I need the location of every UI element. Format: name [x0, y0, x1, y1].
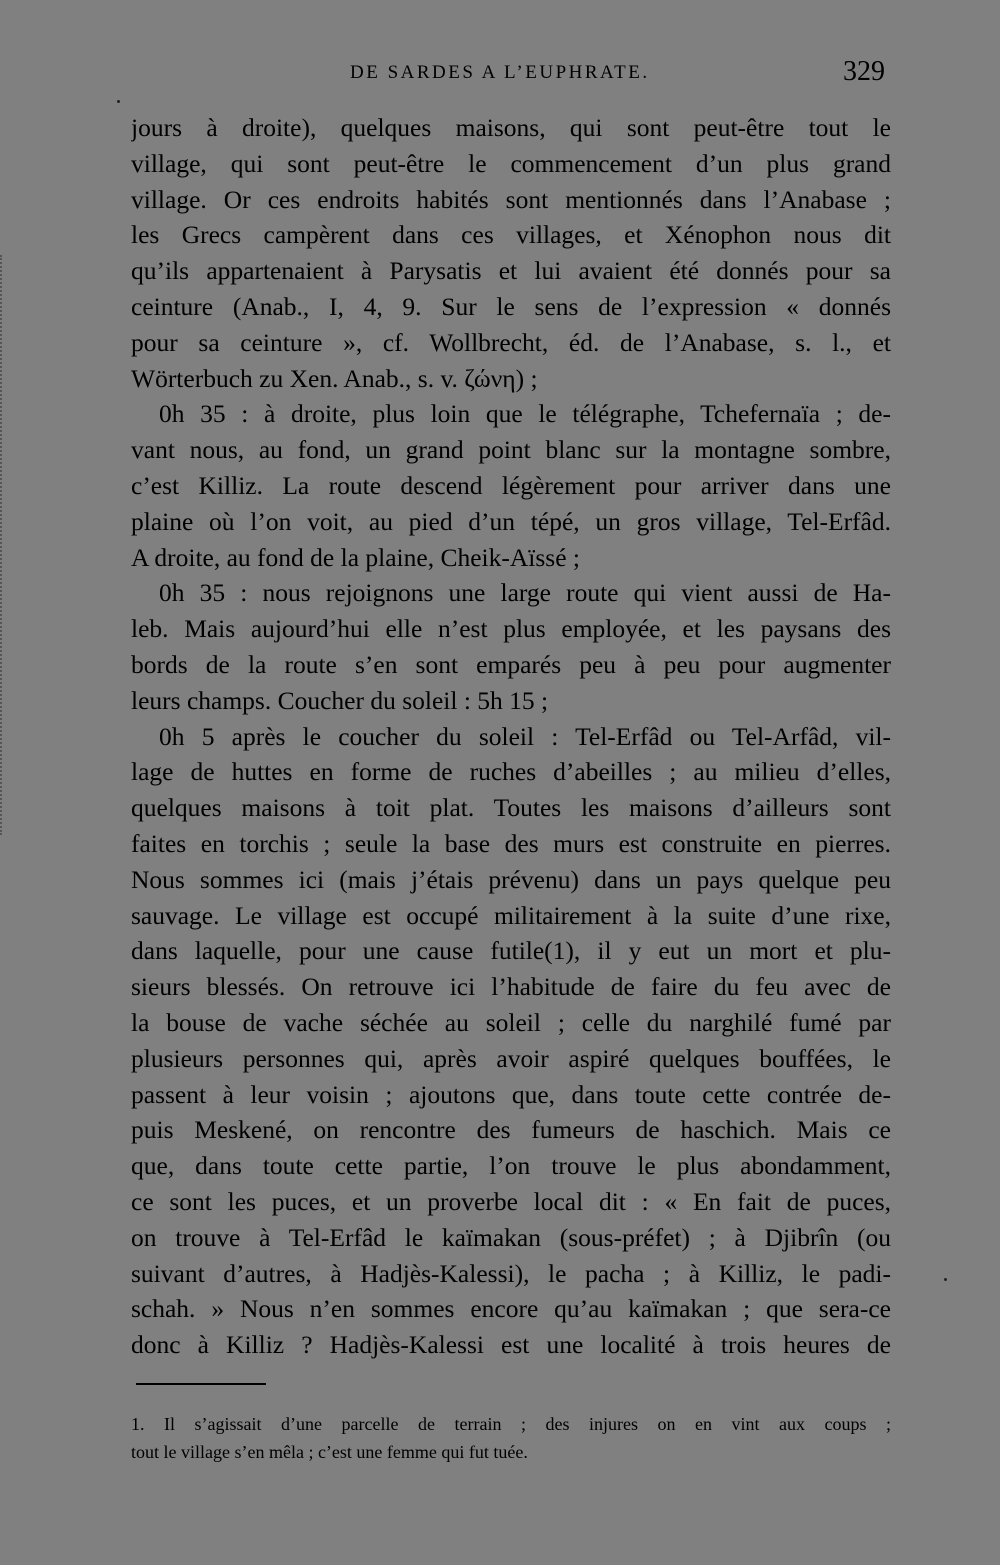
text-line: lage de huttes en forme de ruches d’abeilles ; au milieu d’elles, [131, 757, 891, 787]
text-line: Nous sommes ici (mais j’étais prévenu) dans un pays quelque peu [131, 864, 891, 894]
text-line: village. Or ces endroits habités sont mentionnés dans l’Anabase ; [131, 184, 891, 214]
text-line: c’est Killiz. La route descend légèrement pour arriver dans une [131, 470, 891, 500]
footnotes [131, 1410, 891, 1466]
text-line: quelques maisons à toit plat. Toutes les maisons d’ailleurs sont [131, 793, 891, 823]
text-line: ceinture (Anab., I, 4, 9. Sur le sens de l’expression « donnés [131, 291, 891, 321]
text-line: leb. Mais aujourd’hui elle n’est plus employée, et les paysans des [131, 614, 891, 644]
text-line: 0h 5 après le coucher du soleil : Tel-Erfâd ou Tel-Arfâd, vil- [159, 721, 891, 751]
text-line: qu’ils appartenaient à Parysatis et lui avaient été donnés pour sa [131, 256, 891, 286]
text-line: vant nous, au fond, un grand point blanc sur la montagne sombre, [131, 435, 891, 465]
footnote-line: 1. Il s’agissait d’une parcelle de terrain ; des injures on en vint aux coups ; [131, 1414, 891, 1434]
text-line: 0h 35 : nous rejoignons une large route qui vient aussi de Ha- [159, 578, 891, 608]
text-line: sauvage. Le village est occupé militairement à la suite d’une rixe, [131, 900, 891, 930]
text-line: Wörterbuch zu Xen. Anab., s. v. ζώνη) ; [131, 363, 538, 393]
running-head: DE SARDES A L’EUPHRATE. [350, 62, 650, 83]
text-line: village, qui sont peut-être le commencement d’un plus grand [131, 148, 891, 178]
scan-speck [944, 1278, 947, 1281]
text-line: passent à leur voisin ; ajoutons que, dans toute cette contrée de- [131, 1079, 891, 1109]
text-line: pour sa ceinture », cf. Wollbrecht, éd. de l’Anabase, s. l., et [131, 327, 891, 357]
text-line: dans laquelle, pour une cause futile(1), il y eut un mort et plu- [131, 936, 891, 966]
footnote-line: tout le village s’en mêla ; c’est une femme qui fut tuée. [131, 1442, 528, 1462]
text-line: ce sont les puces, et un proverbe local dit : « En fait de puces, [131, 1186, 891, 1216]
text-line: les Grecs campèrent dans ces villages, et Xénophon nous dit [131, 220, 891, 250]
text-line: A droite, au fond de la plaine, Cheik-Aïssé ; [131, 542, 580, 572]
footnote-rule [136, 1383, 266, 1385]
scan-edge-marks [0, 255, 6, 835]
text-line: schah. » Nous n’en sommes encore qu’au kaïmakan ; que sera-ce [131, 1294, 891, 1324]
text-line: faites en torchis ; seule la base des murs est construite en pierres. [131, 828, 891, 858]
text-line: 0h 35 : à droite, plus loin que le télégraphe, Tchefernaïa ; de- [159, 399, 891, 429]
text-line: suivant d’autres, à Hadjès-Kalessi), le pacha ; à Killiz, le padi- [131, 1258, 891, 1288]
text-line: que, dans toute cette partie, l’on trouve le plus abondamment, [131, 1151, 891, 1181]
body-text [131, 110, 891, 1363]
text-line: leurs champs. Coucher du soleil : 5h 15 ; [131, 685, 549, 715]
text-line: donc à Killiz ? Hadjès-Kalessi est une localité à trois heures de [131, 1330, 891, 1360]
text-line: jours à droite), quelques maisons, qui sont peut-être tout le [131, 113, 891, 142]
scan-speck [117, 100, 120, 103]
text-line: la bouse de vache séchée au soleil ; celle du narghilé fumé par [131, 1007, 891, 1037]
text-line: bords de la route s’en sont emparés peu à peu pour augmenter [131, 649, 891, 679]
text-line: plusieurs personnes qui, après avoir aspiré quelques bouffées, le [131, 1043, 891, 1073]
text-line: sieurs blessés. On retrouve ici l’habitude de faire du feu avec de [131, 972, 891, 1002]
page-number: 329 [843, 56, 885, 87]
text-line: puis Meskené, on rencontre des fumeurs de haschich. Mais ce [131, 1115, 891, 1145]
text-line: plaine où l’on voit, au pied d’un tépé, un gros village, Tel-Erfâd. [131, 506, 891, 536]
text-line: on trouve à Tel-Erfâd le kaïmakan (sous-préfet) ; à Djibrîn (ou [131, 1222, 891, 1252]
